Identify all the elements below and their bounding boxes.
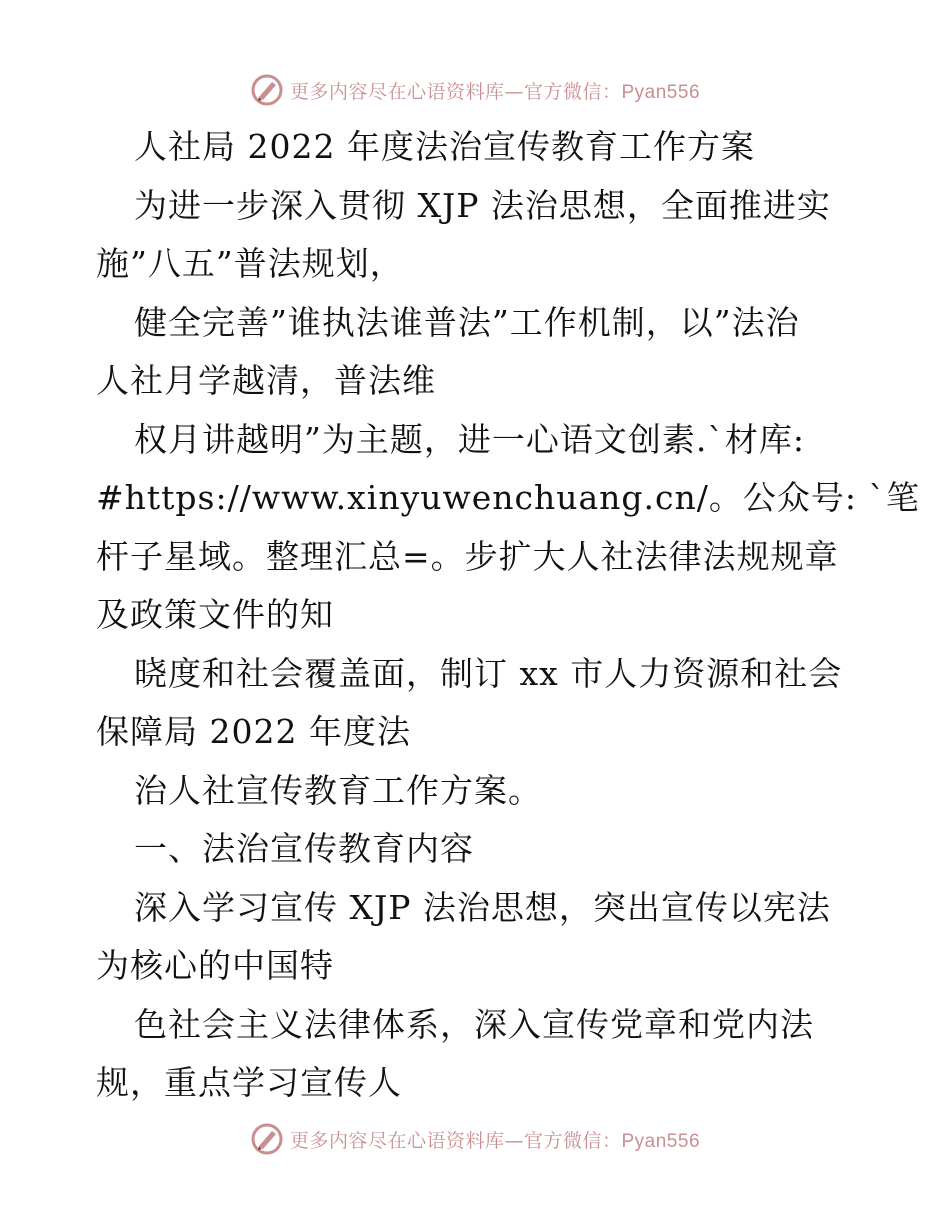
banner-text (290, 77, 700, 104)
pen-logo-icon (250, 1122, 284, 1156)
text-line: 权月讲越明”为主题，进一心语文创素.`材库: (134, 419, 805, 459)
banner-title: 更多内容尽在心语资料库 (289, 80, 505, 103)
banner-separator: — (504, 80, 524, 103)
banner-contact-label: 官方微信： (523, 1129, 622, 1152)
text-line: 施”八五”普法规划， (96, 244, 404, 283)
text-line: 深入学习宣传 XJP 法治思想，突出宣传以宪法 (134, 887, 831, 927)
footer-banner (0, 1119, 950, 1159)
text-line: 一、法治宣传教育内容 (134, 829, 474, 868)
text-line: 保障局 2022 年度法 (96, 712, 411, 751)
text-line: 人社月学越清，普法维 (96, 361, 436, 400)
banner-separator: — (504, 1129, 524, 1152)
banner-text (290, 1126, 700, 1153)
text-line: 杆子星域。整理汇总=。步扩大人社法律法规规章 (96, 536, 839, 576)
banner-contact-label: 官方微信： (523, 80, 622, 103)
pen-logo-icon (250, 73, 284, 107)
banner-title: 更多内容尽在心语资料库 (289, 1129, 505, 1152)
text-line: 色社会主义法律体系，深入宣传党章和党内法 (134, 1004, 814, 1044)
document-body (96, 118, 920, 1113)
text-line: 人社局 2022 年度法治宣传教育工作方案 (134, 127, 755, 166)
banner-contact-value: Pyan556 (621, 1130, 701, 1152)
text-line: 健全完善”谁执法谁普法”工作机制，以”法治 (134, 302, 800, 342)
text-line: #https://www.xinyuwenchuang.cn/。公众号: `笔 (96, 478, 920, 517)
text-line: 为进一步深入贯彻 XJP 法治思想，全面推进实 (134, 185, 831, 225)
banner-contact-value: Pyan556 (621, 81, 701, 103)
text-line: 及政策文件的知 (96, 595, 334, 634)
text-line: 晓度和社会覆盖面，制订 xx 市人力资源和社会 (134, 653, 843, 693)
text-line: 规，重点学习宣传人 (96, 1063, 402, 1102)
text-line: 为核心的中国特 (96, 946, 334, 985)
text-line: 治人社宣传教育工作方案。 (134, 770, 542, 810)
header-banner (0, 70, 950, 110)
